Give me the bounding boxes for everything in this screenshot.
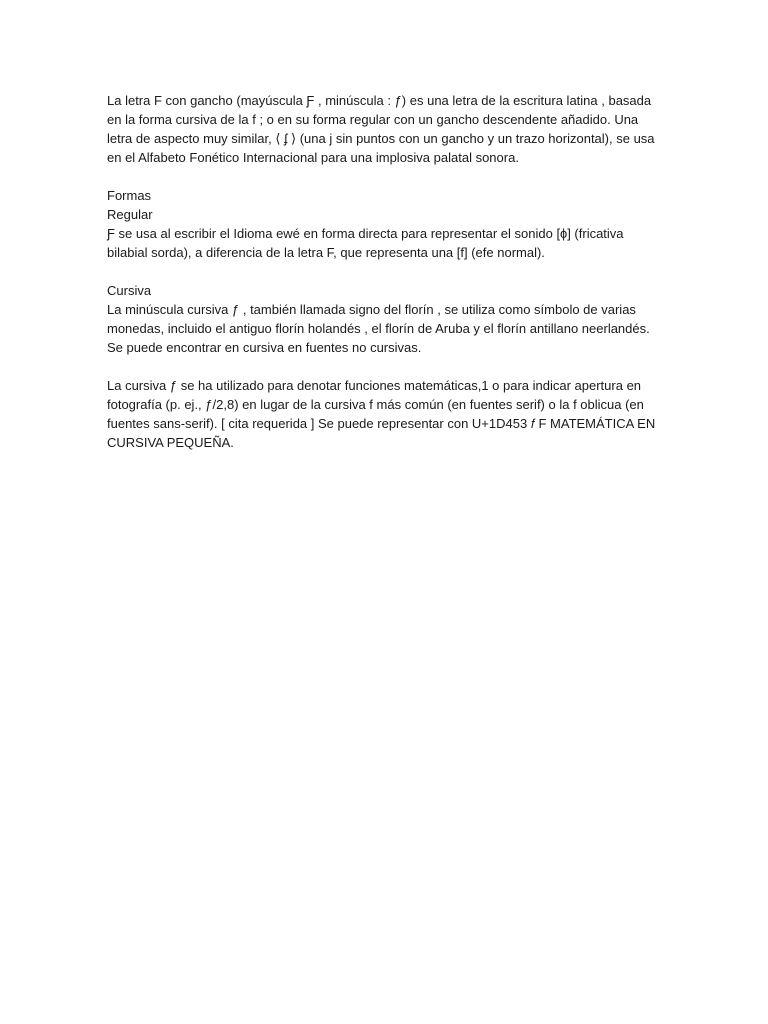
paragraph-spacer (107, 167, 667, 186)
paragraph-spacer (107, 357, 667, 376)
regular-heading: Regular (107, 207, 153, 222)
regular-paragraph: Ƒ se usa al escribir el Idioma ewé en forma directa para representar el sonido [ɸ] (fricativa bilabial sorda), a diferencia de la letra F, que representa una [f] (efe normal). (107, 226, 624, 260)
math-paragraph: La cursiva ƒ se ha utilizado para denotar funciones matemáticas,1 o para indicar apertura en fotografía (p. ej., ƒ/2,8) en lugar de la cursiva f más común (en fuentes serif) o la f oblicua (en fuentes sans-serif). [ cita requerida ] Se puede representar con U+1D453 𝑓 F MATEMÁTICA EN CURSIVA PEQUEÑA. (107, 378, 656, 450)
cursiva-heading: Cursiva (107, 283, 152, 298)
formas-heading: Formas (107, 188, 152, 203)
document-body (107, 91, 667, 452)
paragraph-spacer (107, 262, 667, 281)
cursiva-paragraph: La minúscula cursiva ƒ , también llamada signo del florín , se utiliza como símbolo de varias monedas, incluido el antiguo florín holandés , el florín de Aruba y el florín antillano neerlandés. Se puede encontrar en cursiva en fuentes no cursivas. (107, 302, 650, 355)
intro-paragraph: La letra F con gancho (mayúscula Ƒ , minúscula : ƒ) es una letra de la escritura latina , basada en la forma cursiva de la f ; o en su forma regular con un gancho descendente añadido. Una letra de aspecto muy similar, ⟨ ʄ ⟩ (una j sin puntos con un gancho y un trazo horizontal), se usa en el Alfabeto Fonético Internacional para una implosiva palatal sonora. (107, 93, 655, 165)
